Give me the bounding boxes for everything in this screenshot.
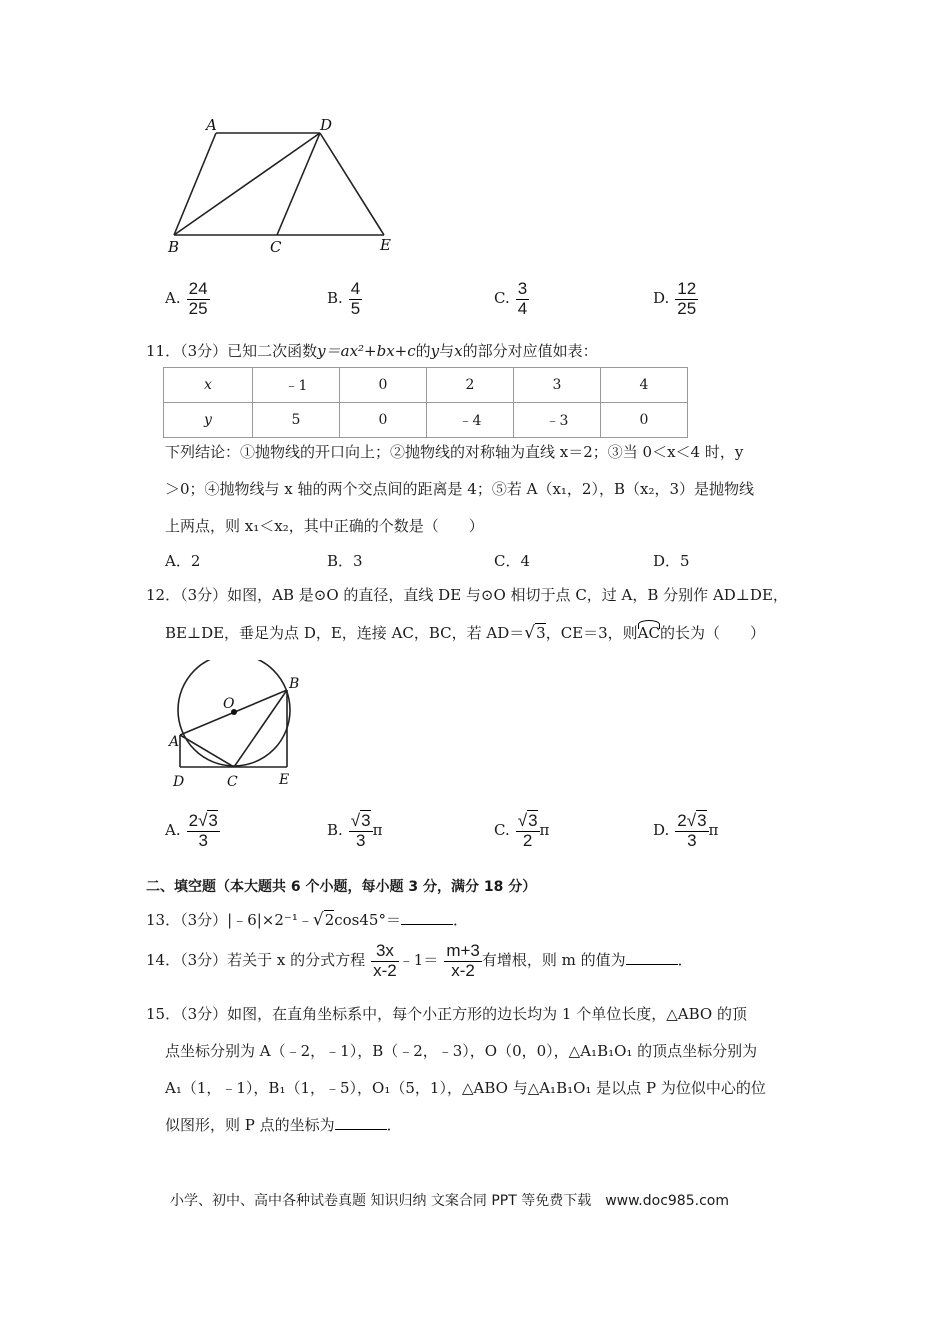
section-2-heading: 二、填空题（本大题共 6 个小题，每小题 3 分，满分 18 分） (146, 879, 537, 895)
q11-option-c: C．4 (494, 552, 531, 570)
q12-option-a: A. $\frac{2√3}{3}$ (165, 811, 218, 850)
q12-option-b: B. $\frac{√3}{3}$ π (327, 811, 383, 850)
label-O: O (223, 696, 235, 712)
q14-question: 14．（3分）若关于 x 的分式方程 $\frac{3x}{x-2}$ ﹣1＝ $\frac{m+3}{x-2}$ 有增根，则 m 的值为 ． (146, 941, 693, 980)
answer-blank (401, 912, 453, 925)
q11-option-a: A．2 (165, 552, 201, 570)
label-E: E (279, 772, 290, 788)
q12-option-c: C. $\frac{√3}{2}$ π (494, 811, 550, 850)
table-row: x ﹣1 0 2 3 4 (164, 368, 688, 403)
label-D: D (320, 116, 333, 134)
q15-line-1: 15．（3分）如图，在直角坐标系中，每个小正方形的边长均为 1 个单位长度，△ABO 的顶 (146, 1005, 747, 1023)
label-C: C (227, 774, 238, 790)
label-C: C (270, 238, 282, 255)
table-row: y 5 0 ﹣4 ﹣3 0 (164, 403, 688, 438)
q11-option-b: B．3 (327, 552, 363, 570)
q10-option-d: D. $\frac{12}{25}$ (653, 279, 697, 318)
q11-line-1: 下列结论：①抛物线的开口向上；②抛物线的对称轴为直线 x＝2；③当 0＜x＜4 时，y (165, 443, 744, 461)
label-B: B (168, 238, 180, 255)
q11-value-table (163, 367, 688, 438)
label-E: E (380, 236, 391, 254)
label-A: A (169, 734, 180, 750)
footer-text: 小学、初中、高中各种试卷真题 知识归纳 文案合同 PPT 等免费下载 www.doc985.com (170, 1193, 729, 1209)
q12-line-1: 12．（3分）如图，AB 是⊙O 的直径，直线 DE 与⊙O 相切于点 C，过 A，B 分别作 AD⊥DE， (146, 586, 788, 604)
q15-line-3: A₁（1，﹣1），B₁（1，﹣5），O₁（5，1），△ABO 与△A₁B₁O₁ 是以点 P 为位似中心的位 (165, 1079, 766, 1097)
q12-line-2: BE⊥DE，垂足为点 D，E，连接 AC，BC，若 AD＝√3，CE＝3，则AC的长为（ ） (165, 620, 765, 643)
trapezoid-figure (160, 110, 410, 255)
answer-blank (335, 1117, 387, 1130)
q11-option-d: D．5 (653, 552, 690, 570)
q15-line-2: 点坐标分别为 A（﹣2，﹣1），B（﹣2，﹣3），O（0，0），△A₁B₁O₁ 的顶点坐标分别为 (165, 1042, 758, 1060)
label-B: B (289, 676, 300, 692)
label-A: A (206, 116, 217, 134)
q13-question: 13．（3分）|﹣6|×2⁻¹﹣√2cos45°＝ ． (146, 910, 468, 930)
q11-stem: 11．（3分）已知二次函数y＝ax²+bx+c的y与x的部分对应值如表： (146, 342, 598, 360)
q11-line-3: 上两点，则 x₁＜x₂，其中正确的个数是（ ） (165, 517, 484, 535)
q12-option-d: D. $\frac{2√3}{3}$ π (653, 811, 719, 850)
q10-option-b: B. $\frac{4}{5}$ (327, 279, 361, 318)
q10-option-a: A. $\frac{24}{25}$ (165, 279, 208, 318)
q15-line-4: 似图形，则 P 点的坐标为 ． (165, 1116, 402, 1134)
q11-line-2: ＞0；④抛物线与 x 轴的两个交点间的距离是 4；⑤若 A（x₁，2），B（x₂，3）是抛物线 (165, 480, 755, 498)
arc-ac-symbol: AC (638, 620, 660, 642)
answer-blank (626, 952, 678, 965)
circle-figure (165, 660, 315, 790)
label-D: D (173, 774, 185, 790)
q10-option-c: C. $\frac{3}{4}$ (494, 279, 528, 318)
